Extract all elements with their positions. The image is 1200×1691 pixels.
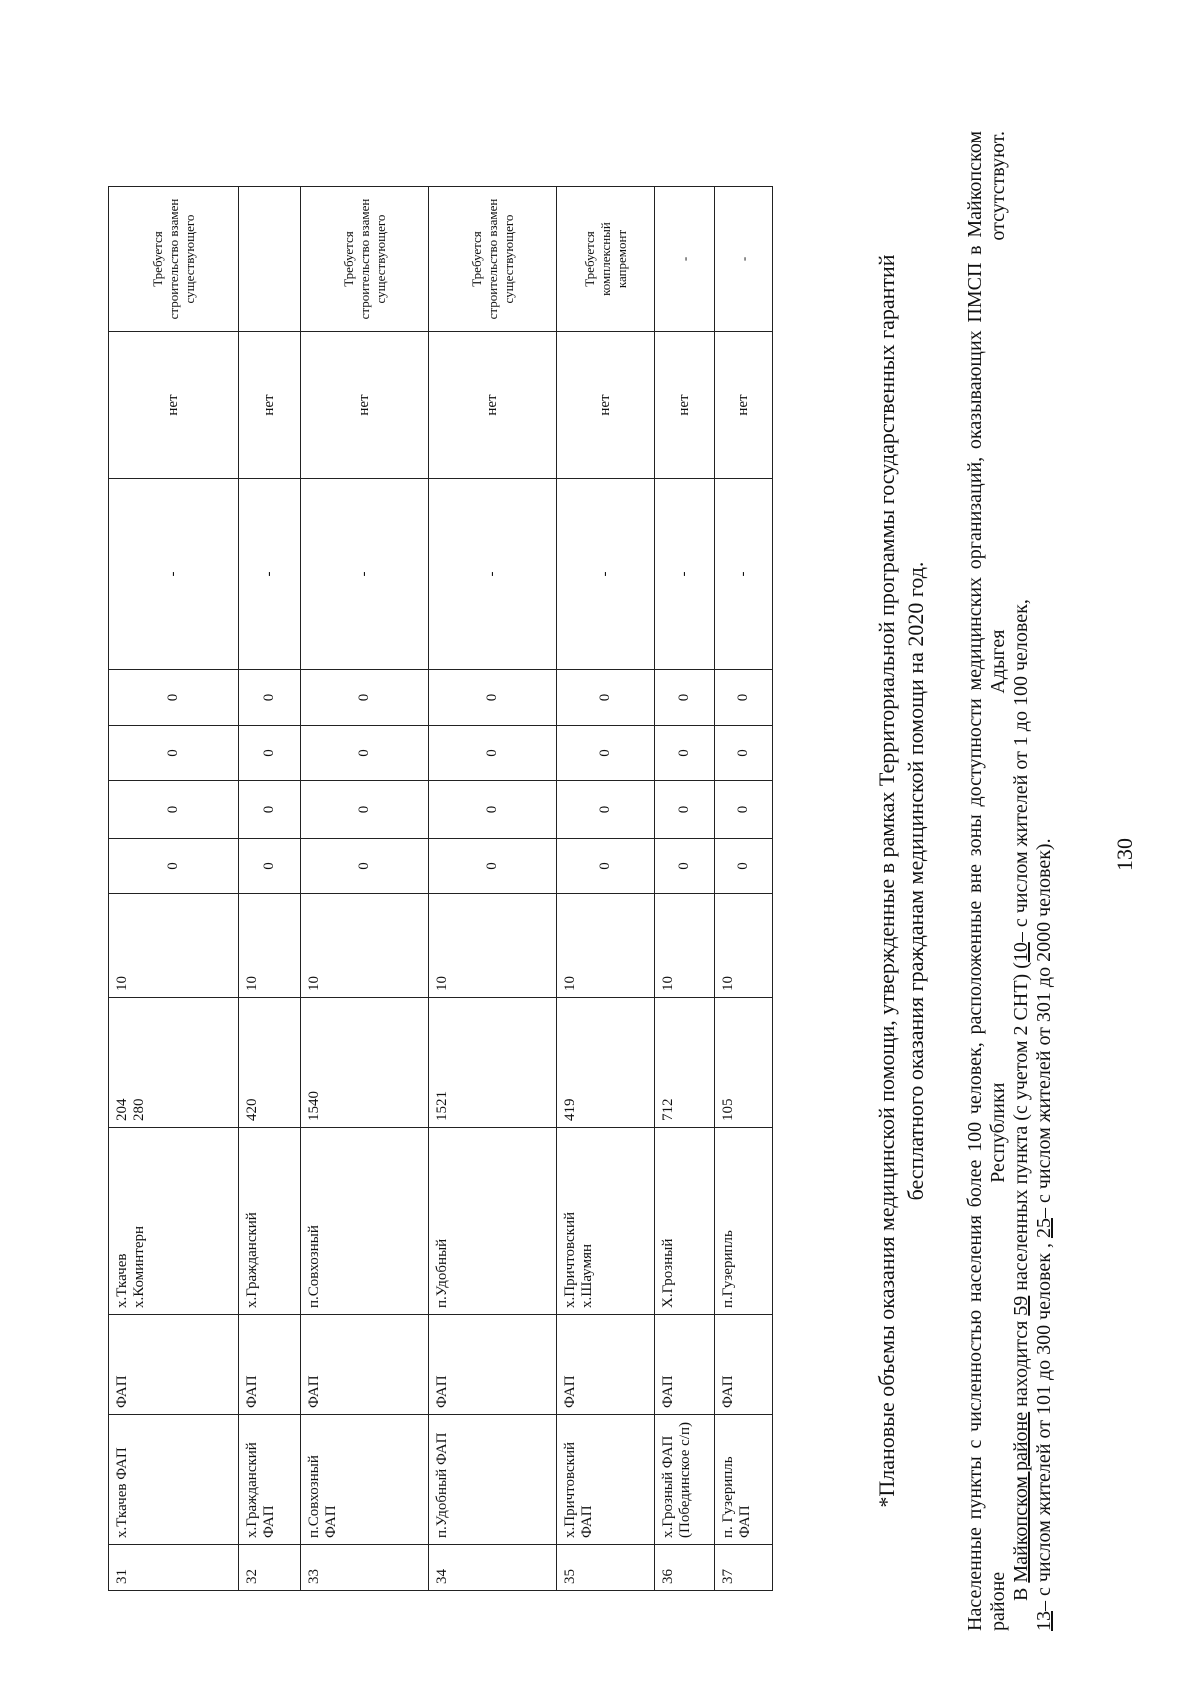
value-cell: 0 [429, 726, 557, 781]
paragraph-2: В Майкопском районе находится 59 населенных пункта (с учетом 2 СНТ) (10– с числом жителей от 1 до 100 человек, [1010, 599, 1032, 1601]
value-cell: 0 [655, 839, 715, 894]
requirement-note: - [715, 187, 773, 332]
settlements: Х.Грозный [655, 1128, 715, 1315]
value-cell: 0 [301, 839, 429, 894]
population: 1540 [301, 998, 429, 1128]
row-number: 36 [655, 1545, 715, 1591]
availability-cell: нет [239, 332, 301, 479]
value-cell: 0 [109, 839, 239, 894]
facility-name: п.Удобный ФАП [429, 1415, 557, 1545]
value-cell: 0 [557, 726, 655, 781]
count-small: 10 [1010, 942, 1032, 963]
dash-cell: - [239, 479, 301, 670]
district-name: Майкопском районе [1010, 1411, 1032, 1583]
count-large: 25 [1033, 1218, 1055, 1239]
value-cell: 0 [715, 726, 773, 781]
value-cell: 0 [715, 670, 773, 726]
paragraph-1: Населенные пункты с численностью населения более 100 человек, расположенные вне зоны доступности медицинских организаций, оказывающих ПМСП в Майкопском районе Республики Адыгея отсутствуют. [964, 131, 1009, 1631]
settlements: х.Ткачев х.Коминтерн [109, 1128, 239, 1315]
value-cell: 0 [429, 670, 557, 726]
facility-type: ФАП [557, 1315, 655, 1415]
table-row [301, 187, 429, 1591]
value-cell: 0 [109, 781, 239, 839]
value-cell: 0 [109, 726, 239, 781]
population: 419 [557, 998, 655, 1128]
value-cell: 0 [239, 670, 301, 726]
value-cell: 10 [557, 894, 655, 998]
value-cell: 0 [429, 839, 557, 894]
value-cell: 0 [655, 726, 715, 781]
value-cell: 0 [301, 781, 429, 839]
table-row [655, 187, 715, 1591]
value-cell: 0 [557, 781, 655, 839]
row-number: 34 [429, 1545, 557, 1591]
availability-cell: нет [655, 332, 715, 479]
paragraph-3: 13– с числом жителей от 101 до 300 человек , 25– с числом жителей от 301 до 2000 человек). [1033, 838, 1055, 1631]
settlements: п.Удобный [429, 1128, 557, 1315]
population: 204 280 [109, 998, 239, 1128]
requirement-note: Требуется строительство взамен существующего [109, 187, 239, 332]
value-cell: 0 [655, 781, 715, 839]
value-cell: 10 [429, 894, 557, 998]
value-cell: 0 [429, 781, 557, 839]
facility-type: ФАП [239, 1315, 301, 1415]
facility-name: х.Причтовский ФАП [557, 1415, 655, 1545]
availability-cell: нет [715, 332, 773, 479]
value-cell: 0 [239, 726, 301, 781]
availability-cell: нет [301, 332, 429, 479]
dash-cell: - [109, 479, 239, 670]
value-cell: 0 [715, 839, 773, 894]
table-row [239, 187, 301, 1591]
dash-cell: - [655, 479, 715, 670]
requirement-note: Требуется строительство взамен существующего [301, 187, 429, 332]
population: 420 [239, 998, 301, 1128]
dash-cell: - [301, 479, 429, 670]
availability-cell: нет [109, 332, 239, 479]
row-number: 37 [715, 1545, 773, 1591]
facility-name: п. Гузерипль ФАП [715, 1415, 773, 1545]
value-cell: 0 [715, 781, 773, 839]
table-row [109, 187, 239, 1591]
facility-name: х.Грозный ФАП (Побединское с/п) [655, 1415, 715, 1545]
value-cell: 10 [715, 894, 773, 998]
value-cell: 0 [557, 670, 655, 726]
value-cell: 0 [301, 670, 429, 726]
dash-cell: - [557, 479, 655, 670]
notes-section [872, 131, 1056, 1631]
facility-type: ФАП [715, 1315, 773, 1415]
facility-type: ФАП [301, 1315, 429, 1415]
population: 1521 [429, 998, 557, 1128]
availability-cell: нет [429, 332, 557, 479]
settlements: х.Гражданский [239, 1128, 301, 1315]
settlements: п.Гузерипль [715, 1128, 773, 1315]
value-cell: 0 [655, 670, 715, 726]
table-row [715, 187, 773, 1591]
availability-cell: нет [557, 332, 655, 479]
facility-name: п.Совхозный ФАП [301, 1415, 429, 1545]
facility-name: х.Ткачев ФАП [109, 1415, 239, 1545]
row-number: 31 [109, 1545, 239, 1591]
settlements: х.Причтовский х.Шаумян [557, 1128, 655, 1315]
value-cell: 10 [655, 894, 715, 998]
settlement-count: 59 [1010, 1295, 1032, 1316]
population: 105 [715, 998, 773, 1128]
value-cell: 10 [239, 894, 301, 998]
population: 712 [655, 998, 715, 1128]
settlements: п.Совхозный [301, 1128, 429, 1315]
table-row [429, 187, 557, 1591]
facility-type: ФАП [109, 1315, 239, 1415]
table-row [557, 187, 655, 1591]
requirement-note: Требуется комплексный капремонт [557, 187, 655, 332]
row-number: 35 [557, 1545, 655, 1591]
facilities-table [108, 186, 773, 1591]
value-cell: 0 [109, 670, 239, 726]
value-cell: 0 [239, 781, 301, 839]
requirement-note: Требуется строительство взамен существующего [429, 187, 557, 332]
requirement-note [239, 187, 301, 332]
footnote: *Плановые объемы оказания медицинской помощи, утвержденные в рамках Территориальной программы государственных гарантий бесплатного оказания гражданам медицинской помощи на 2020 год. [874, 254, 928, 1508]
facility-type: ФАП [429, 1315, 557, 1415]
requirement-note: - [655, 187, 715, 332]
row-number: 33 [301, 1545, 429, 1591]
facility-type: ФАП [655, 1315, 715, 1415]
dash-cell: - [715, 479, 773, 670]
count-medium: 13 [1033, 1611, 1055, 1631]
row-number: 32 [239, 1545, 301, 1591]
value-cell: 0 [557, 839, 655, 894]
page-number: 130 [1112, 838, 1137, 871]
value-cell: 10 [301, 894, 429, 998]
dash-cell: - [429, 479, 557, 670]
value-cell: 10 [109, 894, 239, 998]
value-cell: 0 [239, 839, 301, 894]
facility-name: х.Гражданский ФАП [239, 1415, 301, 1545]
value-cell: 0 [301, 726, 429, 781]
